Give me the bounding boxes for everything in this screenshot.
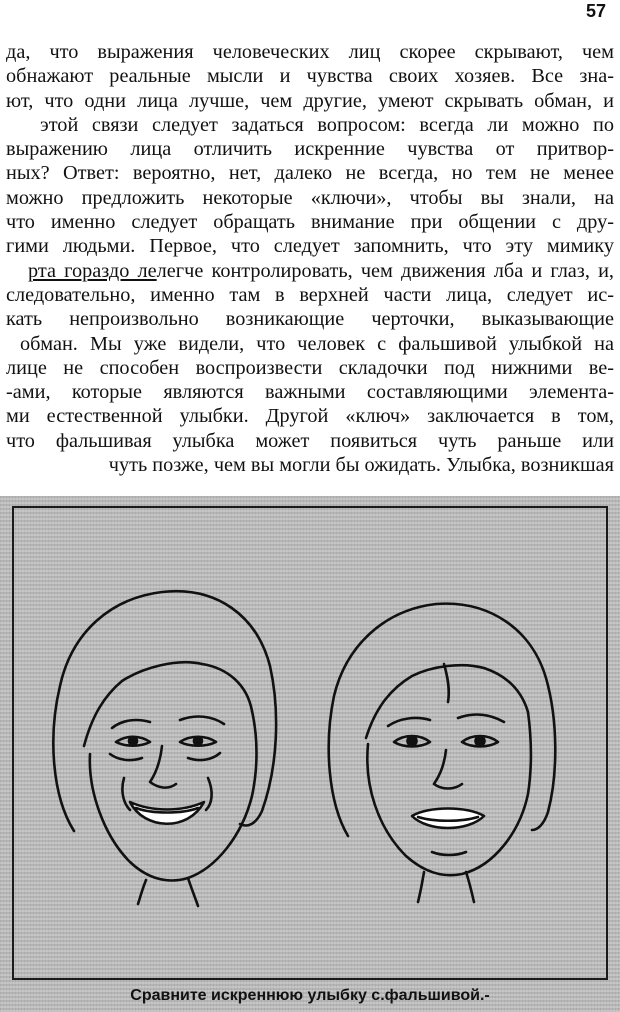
right-face-part — [444, 664, 449, 702]
left-face-pupil-r — [194, 737, 202, 745]
right-face-nose — [434, 750, 462, 789]
right-face-neck — [418, 872, 474, 902]
left-face-nose — [150, 746, 176, 788]
text-line-7: можно предложить некоторые «ключи», чтобы вы знали, на — [6, 186, 614, 209]
left-face-eyebrow-r — [180, 717, 224, 724]
left-face-eyebrow-l — [112, 720, 150, 728]
left-face-hairline — [202, 664, 252, 711]
text-line-10 — [6, 259, 614, 283]
text-line-6: ных? Ответ: вероятно, нет, далеко не всегда, но тем не менее — [6, 162, 614, 185]
text-line-12: кать непроизвольно возникающие черточки, выказывающие — [6, 308, 614, 331]
text-line-16: ми естественной улыбки. Другой «ключ» заключается в том, — [6, 405, 614, 428]
left-face-hair — [53, 591, 276, 831]
right-face-hair — [329, 604, 556, 836]
text-line-2: обнажают реальные мысли и чувства своих хозяев. Все зна- — [6, 65, 614, 88]
text-line-5: выражению лица отличить искренние чувства от притвор- — [6, 138, 614, 161]
text-line-8: что именно следует обращать внимание при общении с дру- — [6, 211, 614, 234]
left-face-crinkle-r — [188, 753, 220, 760]
page-number: 57 — [585, 1, 606, 21]
right-face-pupil-r — [476, 737, 485, 746]
left-face-smile-line-l — [122, 778, 130, 810]
left-face-outline — [90, 711, 257, 880]
text-line-3: ют, что одни лица лучше, чем другие, умеют скрывать обман, и — [6, 89, 614, 112]
text-line-10-rest: легче контролировать, чем движения лба и глаз, и, — [156, 259, 614, 282]
right-face-outline — [367, 712, 531, 875]
faces-illustration — [12, 506, 608, 980]
underlined-phrase: рта гораздо ле — [28, 259, 157, 282]
right-face-pupil-l — [408, 737, 417, 746]
text-line-13: обман. Мы уже видели, что человек с фальшивой улыбкой на — [20, 332, 614, 355]
text-line-14: лице не способен воспроизвести складочки под нижними ве- — [6, 356, 614, 379]
text-line-11: следовательно, именно там в верхней части лица, следует ис- — [6, 283, 614, 306]
text-line-4: этой связи следует задаться вопросом: всегда ли можно по — [40, 113, 614, 136]
figure-caption: Сравните искреннюю улыбку с.фальшивой.- — [130, 987, 490, 1004]
body-text — [6, 40, 614, 477]
left-face-smile-line-r — [206, 778, 212, 810]
figure — [0, 496, 620, 1012]
text-line-17: что фальшивая улыбка может появиться чуть раньше или — [6, 429, 614, 452]
left-face-pupil-l — [129, 737, 137, 745]
text-line-18: чуть позже, чем вы могли бы ожидать. Улыбка, возникшая — [108, 454, 614, 477]
right-face-chin — [432, 852, 466, 855]
text-line-15: -ами, которые являются важными составляющими элемента- — [6, 381, 614, 404]
left-face-hair-inner — [84, 662, 202, 746]
left-face-crinkle-l — [110, 754, 142, 760]
left-face-neck — [138, 878, 198, 906]
text-line-1: да, что выражения человеческих лиц скорее скрывают, чем — [6, 41, 614, 63]
text-line-9: гими людьми. Первое, что следует запомнить, что эту мимику — [6, 235, 614, 258]
right-face-eyebrow-l — [388, 718, 430, 726]
right-face-eyebrow-r — [458, 715, 504, 722]
